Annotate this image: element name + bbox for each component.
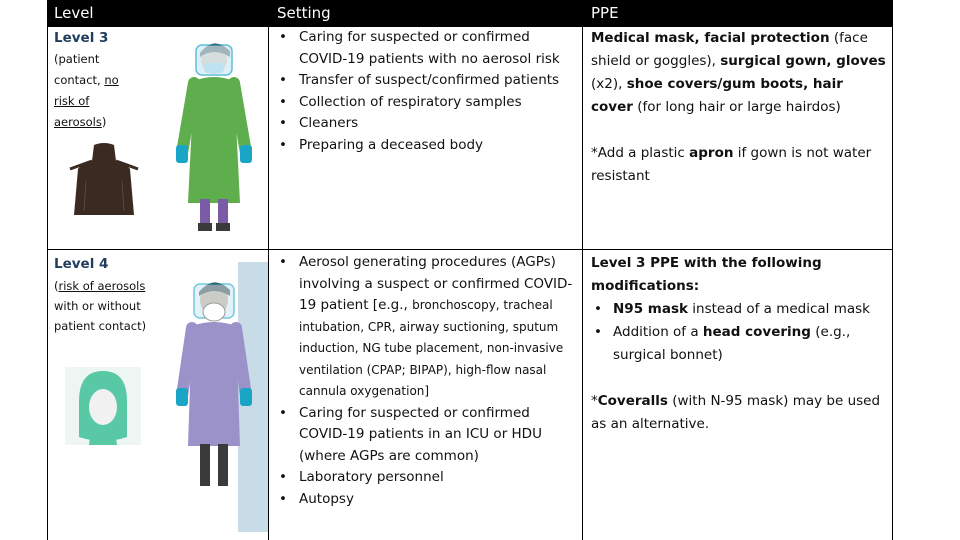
- list-item: • Caring for suspected or confirmed COVID-19 patients with no aerosol risk: [275, 27, 575, 70]
- header-ppe: PPE: [591, 4, 619, 22]
- header-level: Level: [54, 4, 94, 22]
- list-item: • Caring for suspected or confirmed COVID-19 patients in an ICU or HDU (where AGPs are common): [275, 403, 580, 468]
- level-4-coveralls-note: *Coveralls (with N-95 mask) may be used as an alternative.: [591, 393, 881, 432]
- level-3-settings: [275, 27, 575, 156]
- coverall-figure: [174, 266, 254, 536]
- border-left: [47, 0, 48, 540]
- border-right: [892, 0, 893, 540]
- list-item: • Cleaners: [275, 113, 575, 135]
- level-4-ppe: Level 3 PPE with the following modifications: • N95 mask instead of a medical mask • Addition of a head covering (e.g., surgical bonnet) *Coveralls (with N-95 mask) may be used as an alternative.: [591, 252, 889, 436]
- level-4-note: (risk of aerosols with or without patient contact): [54, 279, 147, 333]
- gown-figure: [174, 33, 254, 233]
- list-item: • Laboratory personnel: [275, 467, 580, 489]
- level-3-ppe: Medical mask, facial protection (face shield or goggles), surgical gown, gloves (x2), shoe covers/gum boots, hair cover (for long hair or large hairdos) *Add a plastic apron if gown is not water resistant: [591, 27, 889, 188]
- list-item: • Addition of a head covering (e.g., surgical bonnet): [591, 321, 889, 367]
- apron-image: [64, 141, 144, 219]
- level-3-note: (patient contact, no risk of aerosols): [54, 52, 119, 129]
- level-4-title: Level 4: [54, 256, 109, 272]
- row-divider: [47, 249, 893, 250]
- list-item: • Preparing a deceased body: [275, 135, 575, 157]
- level-3-title: Level 3: [54, 30, 109, 46]
- divider-1: [268, 0, 269, 540]
- level-4-settings: [275, 252, 580, 510]
- list-item: • Transfer of suspect/confirmed patients: [275, 70, 575, 92]
- list-item: • Autopsy: [275, 489, 580, 511]
- list-item: • N95 mask instead of a medical mask: [591, 298, 889, 321]
- list-item: • Aerosol generating procedures (AGPs) involving a suspect or confirmed COVID-19 patient [e.g., bronchoscopy, tracheal intubation, CPR, airway suctioning, sputum induction, NG tube placement, non-invasive ventilation (CPAP; BIPAP), high-flow nasal cannula oxygenation]: [275, 252, 580, 403]
- header-setting: Setting: [277, 4, 331, 22]
- list-item: • Collection of respiratory samples: [275, 92, 575, 114]
- divider-2: [582, 0, 583, 540]
- table-header: [47, 0, 893, 27]
- bonnet-image: [65, 367, 141, 445]
- ppe-table: [47, 0, 893, 540]
- level-3-apron-note: *Add a plastic apron if gown is not water resistant: [591, 145, 872, 184]
